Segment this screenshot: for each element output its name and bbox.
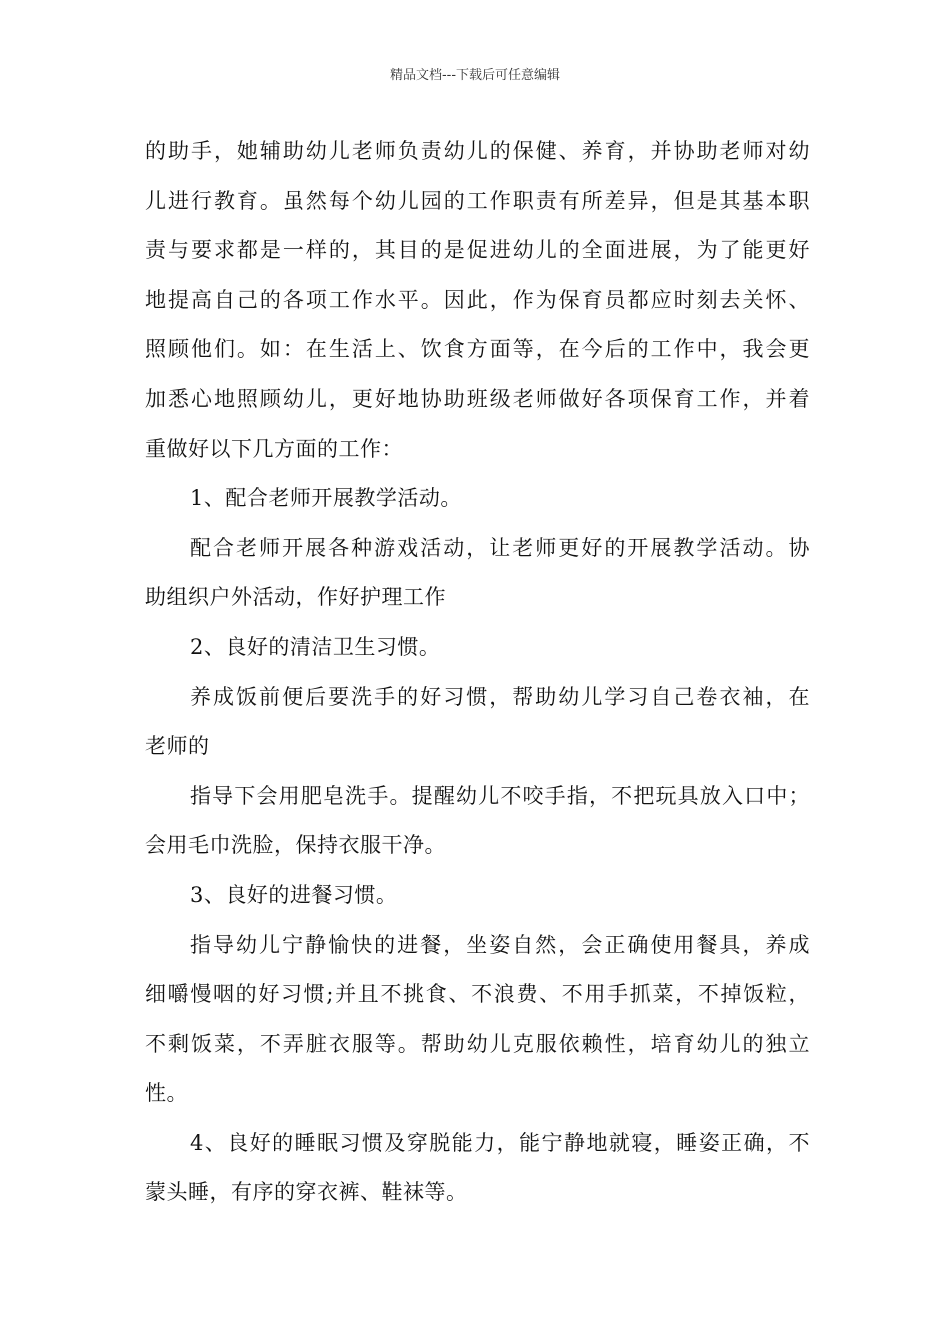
text-line: 老师的: [145, 734, 210, 759]
text-line: 养成饭前便后要洗手的好习惯，帮助幼儿学习自己卷衣袖，在: [190, 684, 810, 709]
section-heading: 3、良好的进餐习惯。: [190, 882, 398, 907]
section-heading: 4、良好的睡眠习惯及穿脱能力，能宁静地就寝，睡姿正确，不: [190, 1130, 810, 1155]
text-line: 性。: [145, 1081, 188, 1106]
text-line: 加悉心地照顾幼儿，更好地协助班级老师做好各项保育工作，并着: [145, 386, 810, 411]
text-line: 儿进行教育。虽然每个幼儿园的工作职责有所差异，但是其基本职: [145, 188, 810, 213]
text-line: 的助手，她辅助幼儿老师负责幼儿的保健、养育，并协助老师对幼: [145, 139, 810, 163]
text-line: 照顾他们。如：在生活上、饮食方面等，在今后的工作中，我会更: [145, 337, 810, 362]
text-line: 重做好以下几方面的工作：: [145, 436, 403, 461]
text-line: 指导下会用肥皂洗手。提醒幼儿不咬手指，不把玩具放入口中；: [190, 783, 810, 808]
text-line: 会用毛巾洗脸，保持衣服干净。: [145, 833, 446, 858]
text-line: 指导幼儿宁静愉快的进餐，坐姿自然，会正确使用餐具，养成: [190, 932, 810, 957]
text-line: 助组织户外活动，作好护理工作: [145, 585, 446, 610]
section-heading: 2、良好的清洁卫生习惯。: [190, 634, 441, 659]
document-body: [145, 127, 810, 1218]
text-line: 责与要求都是一样的，其目的是促进幼儿的全面进展，为了能更好: [145, 238, 810, 263]
text-line: 不剩饭菜，不弄脏衣服等。帮助幼儿克服依赖性，培育幼儿的独立: [145, 1031, 810, 1056]
text-line: 地提高自己的各项工作水平。因此，作为保育员都应时刻去关怀、: [145, 287, 810, 312]
page-header: 精品文档---下载后可任意编辑: [389, 68, 561, 83]
text-line: 配合老师开展各种游戏活动，让老师更好的开展教学活动。协: [190, 535, 810, 560]
section-heading: 1、配合老师开展教学活动。: [190, 486, 462, 511]
text-line: 细嚼慢咽的好习惯;并且不挑食、不浪费、不用手抓菜，不掉饭粒，: [145, 982, 810, 1007]
text-line: 蒙头睡，有序的穿衣裤、鞋袜等。: [145, 1180, 468, 1205]
